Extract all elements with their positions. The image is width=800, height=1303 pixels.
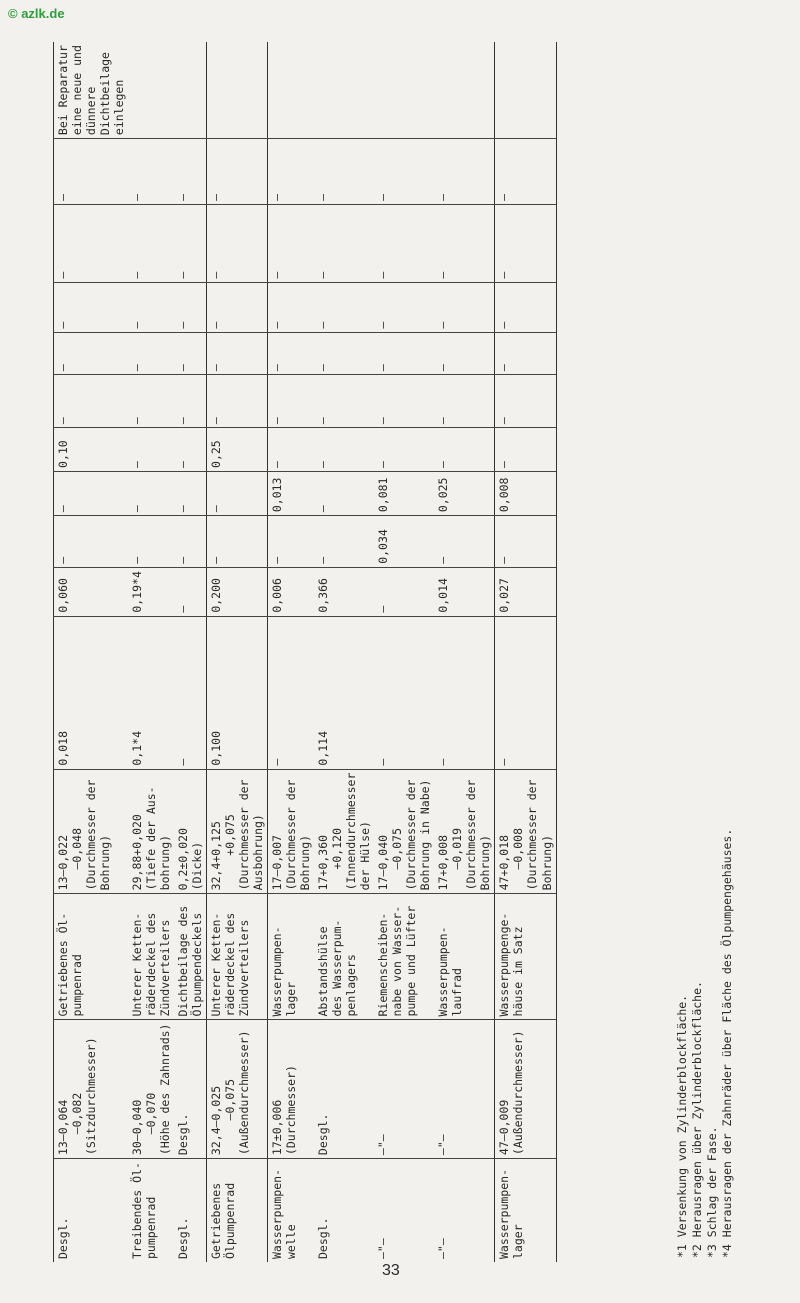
table-cell: – xyxy=(434,139,495,205)
table-cell xyxy=(268,42,315,139)
table-cell: Abstandshülse des Wasserpum- penlagers xyxy=(314,894,374,1020)
table-cell: Riemenscheiben- nabe von Wasser- pumpe und Lüfter xyxy=(374,894,434,1020)
table-cell: 0,008 xyxy=(495,471,556,515)
table-cell: Unterer Ketten- räderdeckel des Zündverteilers xyxy=(207,894,268,1020)
footnote-3: *3 Schlag der Fase. xyxy=(704,1126,719,1258)
table-cell: – xyxy=(314,332,374,374)
table-row xyxy=(54,42,129,1262)
table-cell: – xyxy=(128,428,174,472)
table-cell: 0,2±0,020 (Dicke) xyxy=(174,769,207,894)
table-cell: Wasserpumpenge- häuse im Satz xyxy=(495,894,556,1020)
table-row xyxy=(434,42,495,1262)
table-cell: – xyxy=(268,139,315,205)
table-cell: – xyxy=(268,516,315,568)
table-cell: – xyxy=(128,282,174,332)
table-cell: – xyxy=(495,282,556,332)
table-cell: – xyxy=(434,516,495,568)
footnote-1: *1 Versenkung von Zylinderblockfläche. xyxy=(675,994,689,1258)
table-cell: – xyxy=(434,428,495,472)
table-row xyxy=(314,42,374,1262)
table-cell: – xyxy=(314,375,374,428)
table-cell: – xyxy=(268,204,315,282)
table-cell: – xyxy=(174,282,207,332)
table-cell: – xyxy=(495,204,556,282)
table-cell: 32,4–0,025 –0,075 (Außendurchmesser) xyxy=(207,1020,268,1159)
table-cell: Desgl. xyxy=(174,1159,207,1262)
table-cell: – xyxy=(374,616,434,769)
table-cell: – xyxy=(128,139,174,205)
table-cell: – xyxy=(54,375,129,428)
table-cell: – xyxy=(374,428,434,472)
table-cell: – xyxy=(207,204,268,282)
table-cell: Wasserpumpen- lager xyxy=(495,1159,556,1262)
table-cell: – xyxy=(174,516,207,568)
table-cell: – xyxy=(207,282,268,332)
table-cell: – xyxy=(314,428,374,472)
table-cell: – xyxy=(434,332,495,374)
table-cell: 17–0,007 (Durchmesser der Bohrung) xyxy=(268,769,315,894)
table-cell: – xyxy=(207,332,268,374)
table-cell: – xyxy=(174,204,207,282)
table-row xyxy=(495,42,556,1262)
table-cell: 0,100 xyxy=(207,616,268,769)
table-cell: Desgl. xyxy=(54,1159,129,1262)
table-cell: 17±0,006 (Durchmesser) xyxy=(268,1020,315,1159)
table-cell: – xyxy=(128,471,174,515)
table-cell: – xyxy=(174,139,207,205)
table-row xyxy=(374,42,434,1262)
table-cell: Getriebenes Ölpumpenrad xyxy=(207,1159,268,1262)
table-cell: – xyxy=(174,616,207,769)
table-cell: 29,88+0,020 (Tiefe der Aus- bohrung) xyxy=(128,769,174,894)
table-cell: Wasserpumpen- welle xyxy=(268,1159,315,1262)
table-cell: – xyxy=(314,204,374,282)
table-cell xyxy=(207,42,268,139)
table-cell: 0,034 xyxy=(374,516,434,568)
table-cell: – xyxy=(268,428,315,472)
table-cell: – xyxy=(207,139,268,205)
table-cell: 30–0,040 –0,070 (Höhe des Zahnrads) xyxy=(128,1020,174,1159)
table-cell: 0,25 xyxy=(207,428,268,472)
table-cell: – xyxy=(54,139,129,205)
table-cell: – xyxy=(174,471,207,515)
table-cell: – xyxy=(268,332,315,374)
table-cell: Desgl. xyxy=(314,1159,374,1262)
table-cell xyxy=(374,42,434,139)
table-cell: – xyxy=(128,204,174,282)
table-cell: Getriebenes Öl- pumpenrad xyxy=(54,894,129,1020)
watermark-text: © azlk.de xyxy=(8,6,65,21)
table-cell: –"– xyxy=(434,1020,495,1159)
table-cell: 0,200 xyxy=(207,567,268,616)
table-cell xyxy=(128,42,174,139)
table-cell: – xyxy=(54,204,129,282)
table-cell: – xyxy=(268,282,315,332)
table-cell: Wasserpumpen- lager xyxy=(268,894,315,1020)
table-cell: – xyxy=(434,616,495,769)
table-cell: 47+0,018 –0,008 (Durchmesser der Bohrung) xyxy=(495,769,556,894)
table-row xyxy=(268,42,315,1262)
table-cell: Unterer Ketten- räderdeckel des Zündverteilers xyxy=(128,894,174,1020)
table-cell: 0,366 xyxy=(314,567,374,616)
table-cell: 13–0,022 –0,048 (Durchmesser der Bohrung) xyxy=(54,769,129,894)
table-cell: Desgl. xyxy=(314,1020,374,1159)
table-cell: – xyxy=(174,375,207,428)
table-cell: Treibendes Öl- pumpenrad xyxy=(128,1159,174,1262)
table-cell: – xyxy=(54,471,129,515)
table-cell: – xyxy=(434,282,495,332)
table-cell: 0,19*4 xyxy=(128,567,174,616)
table-cell: 13–0,064 –0,082 (Sitzdurchmesser) xyxy=(54,1020,129,1159)
table-cell: 17+0,360 +0,120 (Innendurchmesser der Hülse) xyxy=(314,769,374,894)
table-cell: 17+0,008 –0,019 (Durchmesser der Bohrung) xyxy=(434,769,495,894)
table-cell: – xyxy=(495,375,556,428)
table-cell: – xyxy=(314,139,374,205)
table-row xyxy=(174,42,207,1262)
table-cell: – xyxy=(174,428,207,472)
table-cell: – xyxy=(174,567,207,616)
table-cell: 0,014 xyxy=(434,567,495,616)
table-cell: –"– xyxy=(434,1159,495,1262)
table-cell: – xyxy=(495,516,556,568)
footnote-2: *2 Herausragen über Zylinderblockfläche. xyxy=(689,981,704,1258)
table-cell: – xyxy=(128,332,174,374)
table-cell: – xyxy=(374,567,434,616)
table-cell: 0,1*4 xyxy=(128,616,174,769)
table-cell: – xyxy=(374,204,434,282)
table-cell: – xyxy=(374,332,434,374)
table-cell: 0,025 xyxy=(434,471,495,515)
table-cell: – xyxy=(495,139,556,205)
table-cell: Bei Reparatur eine neue und dünnere Dichtbeilage einlegen xyxy=(54,42,129,139)
table-cell: Wasserpumpen- laufrad xyxy=(434,894,495,1020)
table-cell: 0,081 xyxy=(374,471,434,515)
table-cell: 0,114 xyxy=(314,616,374,769)
table-cell xyxy=(314,42,374,139)
table-cell: 47–0,009 (Außendurchmesser) xyxy=(495,1020,556,1159)
rotated-page xyxy=(10,42,770,1262)
table-cell: 0,060 xyxy=(54,567,129,616)
table-cell xyxy=(495,42,556,139)
table-cell: – xyxy=(374,375,434,428)
table-cell: 0,006 xyxy=(268,567,315,616)
table-cell: – xyxy=(268,375,315,428)
table-cell xyxy=(434,42,495,139)
table-cell: – xyxy=(495,428,556,472)
table-cell: – xyxy=(207,375,268,428)
table-cell: – xyxy=(54,516,129,568)
table-cell: – xyxy=(314,282,374,332)
table-cell: – xyxy=(495,616,556,769)
table-cell: 0,013 xyxy=(268,471,315,515)
page-number: 33 xyxy=(382,1262,400,1279)
table-cell: 0,018 xyxy=(54,616,129,769)
table-cell: – xyxy=(374,139,434,205)
footnote-4: *4 Herausragen der Zahnräder über Fläche des Ölpumpengehäuses. xyxy=(719,828,734,1258)
table-cell: – xyxy=(268,616,315,769)
table-row xyxy=(207,42,268,1262)
table-cell: – xyxy=(207,471,268,515)
table-cell: – xyxy=(495,332,556,374)
table-cell: –"– xyxy=(374,1159,434,1262)
table-cell: Dichtbeilage des Ölpumpendeckels xyxy=(174,894,207,1020)
table-cell xyxy=(174,42,207,139)
table-cell: – xyxy=(314,471,374,515)
table-cell: 32,4+0,125 +0,075 (Durchmesser der Ausbohrung) xyxy=(207,769,268,894)
table-cell: – xyxy=(54,282,129,332)
table-cell: 0,027 xyxy=(495,567,556,616)
table-cell: – xyxy=(374,282,434,332)
table-row xyxy=(128,42,174,1262)
table-cell: Desgl. xyxy=(174,1020,207,1159)
table-cell: – xyxy=(207,516,268,568)
table-cell: – xyxy=(174,332,207,374)
table-cell: – xyxy=(54,332,129,374)
table-cell: – xyxy=(434,375,495,428)
table-cell: 17–0,040 –0,075 (Durchmesser der Bohrung in Nabe) xyxy=(374,769,434,894)
footnotes xyxy=(675,829,735,1258)
tolerance-table xyxy=(53,42,557,1262)
table-cell: 0,10 xyxy=(54,428,129,472)
table-cell: – xyxy=(128,516,174,568)
table-cell: – xyxy=(314,516,374,568)
table-cell: –"– xyxy=(374,1020,434,1159)
table-cell: – xyxy=(128,375,174,428)
table-cell: – xyxy=(434,204,495,282)
